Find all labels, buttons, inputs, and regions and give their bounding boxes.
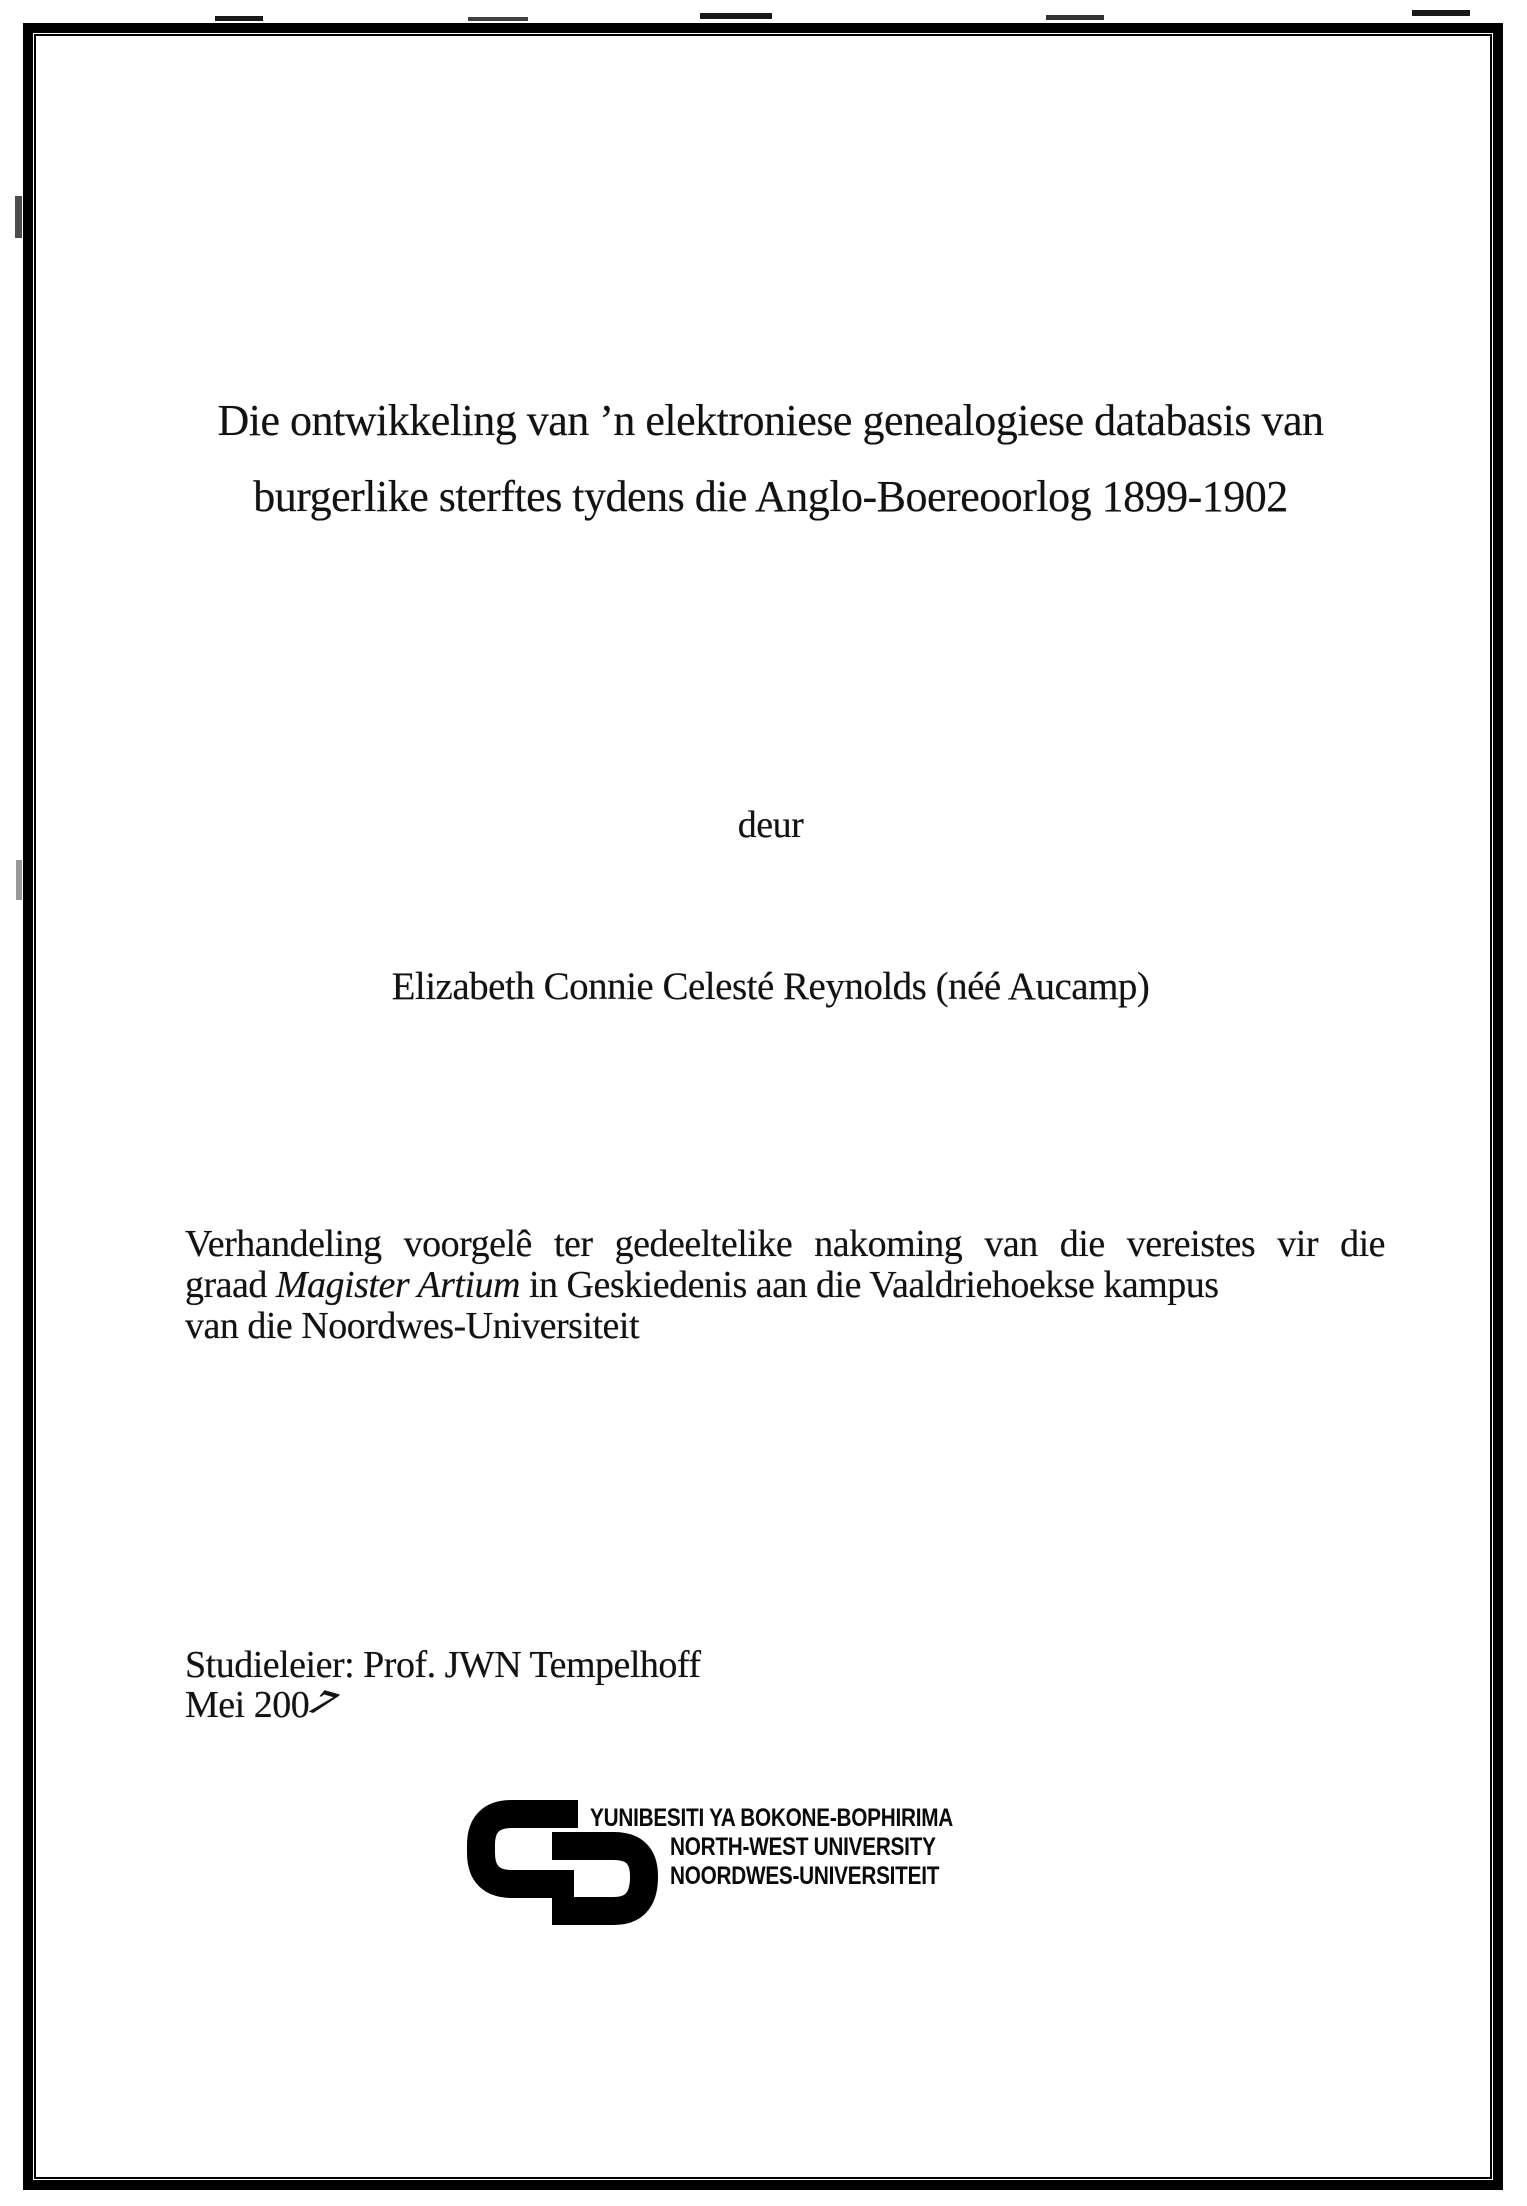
thesis-title-line1: Die ontwikkeling van ’n elektroniese genealogiese databasis van — [217, 396, 1324, 445]
scan-artifact — [1412, 10, 1470, 16]
byline-label: deur — [737, 804, 804, 846]
university-logo-text — [590, 1804, 1060, 1891]
scan-artifact — [700, 13, 772, 19]
thesis-title — [40, 383, 1501, 535]
scan-artifact — [215, 16, 263, 21]
handwritten-digit: 7 — [298, 1682, 347, 1724]
logo-text-afrikaans: NOORDWES-UNIVERSITEIT — [670, 1862, 940, 1890]
scan-artifact — [1046, 15, 1104, 20]
thesis-title-line2: burgerlike sterftes tydens die Anglo-Boereoorlog 1899-1902 — [253, 472, 1288, 521]
scan-artifact — [468, 17, 528, 21]
author-name: Elizabeth Connie Celesté Reynolds (néé Aucamp) — [391, 965, 1150, 1008]
degree-statement — [185, 1224, 1385, 1347]
degree-statement-line2-suffix: in Geskiedenis aan die Vaaldriehoekse kampus — [519, 1264, 1219, 1306]
scan-artifact — [15, 196, 22, 238]
logo-text-english: NORTH-WEST UNIVERSITY — [670, 1833, 936, 1861]
degree-statement-line2-prefix: graad — [185, 1264, 276, 1306]
date-line — [185, 1682, 701, 1726]
degree-statement-line3: van die Noordwes-Universiteit — [185, 1305, 640, 1347]
degree-name: Magister Artium — [275, 1264, 520, 1306]
date-prefix: Mei 200 — [185, 1684, 310, 1726]
degree-statement-line1: Verhandeling voorgelê ter gedeeltelike nakoming van die vereistes vir die — [185, 1223, 1385, 1265]
logo-text-setswana: YUNIBESITI YA BOKONE-BOPHIRIMA — [590, 1804, 954, 1832]
supervisor-block — [185, 1645, 701, 1725]
degree-statement-line2 — [185, 1265, 1385, 1306]
scan-artifact — [16, 860, 22, 900]
supervisor-line: Studieleier: Prof. JWN Tempelhoff — [185, 1644, 701, 1686]
